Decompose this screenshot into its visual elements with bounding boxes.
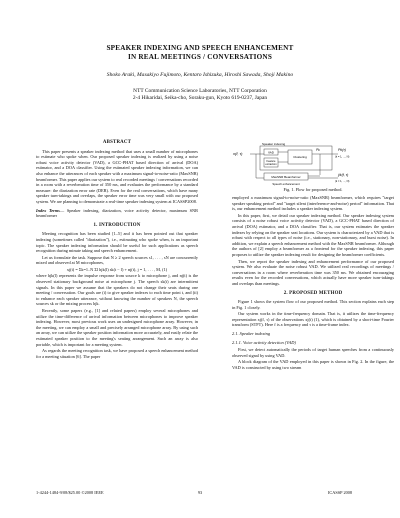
section-2-1-heading: 2.1. Speaker indexing	[232, 331, 271, 337]
page-number: 93	[197, 490, 203, 495]
affiliation-line-1: NTT Communication Science Laboratories, NTT Corporation	[133, 88, 267, 94]
left-column	[36, 140, 198, 360]
figure-1-flow-diagram	[232, 142, 352, 187]
abstract-heading: ABSTRACT	[102, 140, 132, 145]
output-yk-sub: (k = 1, ..., N)	[335, 180, 350, 183]
output-pk-label: Pk(τ)	[338, 148, 346, 152]
right-paragraph-4: Figure 1 shows the system flow of our proposed method. This section explains each step in Fig. 1 closely.	[232, 299, 394, 310]
beamformer-label: MaxSNR Beamformer	[271, 174, 301, 179]
index-terms-label: Index Terms	[36, 207, 60, 213]
right-paragraph-7: A block diagram of the VAD employed in this paper is shown in Fig. 2. In the figure, the VAD is constructed by using two stream	[232, 359, 394, 371]
right-paragraph-6: First, we detect automatically the periods of target human speeches from a continuously observed signal by using VAD.	[232, 347, 394, 358]
output-yk-label: ŷk(f, τ)	[338, 173, 349, 177]
paper-title	[60, 44, 340, 62]
sec1-paragraph-5: As regards the meeting recognition task, we have proposed a speech enhancement method for a meeting situation [6]. The paper	[36, 348, 198, 359]
footer-copyright: 1-4244-1484-9/08/$25.00 ©2008 IEEE	[36, 490, 104, 495]
sec1-paragraph-3: where hjk(l) represents the impulse response from source k to microphone j, and nj(t) is the observed stationary background noise at microphone j. The speech sk(t) are intermittent signals. In this paper we assume that the speakers do not change their seats during one meeting / conversation. Our goals are (i) to give speaker indexes to each time point t, and (ii) to enhance each speaker utterance, without knowing the number of speakers N, the speech sources sk or the mixing process hjk.	[36, 273, 198, 307]
sec1-paragraph-4: Recently, some papers (e.g., [1] and related papers) employ several microphones and utilize the time-difference of arrival information between microphones to improve speaker indexing. However, most previous work uses an undesigned microphone array. However, in the meeting, we can employ a small and precisely arranged microphone array. By using such an array, we can utilize the speaker position information more accurately, and easily relate the estimated speaker position to the meeting's seating arrangement. Such an array is also portable, which is important for a meeting system.	[36, 308, 198, 347]
title-line-2: IN REAL MEETINGS / CONVERSATIONS	[127, 53, 273, 61]
affiliation	[40, 88, 360, 102]
feature-label-1: Feature	[266, 160, 276, 163]
section-2-heading: 2. PROPOSED METHOD	[283, 290, 343, 296]
section-2-1-1-heading: 2.1.1. Voice activity detection (VAD)	[232, 339, 296, 345]
index-terms-text: — Speaker indexing, diarization, voice activity detector, maximum SNR beamformer	[36, 207, 198, 219]
sec1-paragraph-2: Let us formulate the task. Suppose that N ≥ 2 speech sources s1, . . . , sN are concurrently mixed and observed at M microphones,	[36, 254, 198, 266]
index-terms	[36, 208, 198, 219]
right-paragraph-1: employed a maximum signal-to-noise-ratio (MaxSNR) beamformer, which requires "target speaker speaking period" and "target silent (interference-and-noise) period" information. That is, our enhancement method includes a speaker indexing system.	[232, 195, 394, 212]
abstract-text: This paper presents a speaker indexing method that uses a small number of microphones to estimate who spoke when. Our proposed speaker indexing is realized by using a noise robust voice activity detector (VAD), a GCC-PHAT based direction of arrival (DOA) estimator, and a DOA classifier. Using the estimated speaker indexing information, we can also enhance the utterances of each speaker with a maximum signal-to-noise-ratio (MaxSNR) beamformer. This paper applies our system to real recorded meetings / conversations recorded in a room with a reverberation time of 350 ms, and evaluates the performance by a standard measure: the diarization error rate (DER). Even for the real conversations, which have many speaker turn-takings and overlaps, the speaker error time was very small with our proposed system. We are planning to demonstrate a real-time speaker indexing system at ICASSP2008.	[36, 148, 198, 204]
speech-enhancement-label: Speech enhancement	[272, 182, 300, 186]
right-paragraph-3: Then, we report the speaker indexing and enhancement performance of our proposed system. We also evaluate the noise robust VAD. We utilized real recordings of meetings / conversations in a room where reverberation time was 350 ms. We obtained encouraging results even for the recorded conversations, which actually have more speaker turn-takings and overlaps than meetings.	[232, 258, 394, 286]
affiliation-line-2: 2-4 Hikaridai, Seika-cho, Soraku-gun, Kyoto 619-0237, Japan	[132, 95, 268, 101]
pk-label: Pk	[316, 148, 320, 152]
footer-conference: ICASSP 2008	[328, 490, 353, 495]
output-pk-sub: (k = 1, ..., N)	[335, 155, 350, 159]
sec1-paragraph-1: Meeting recognition has been studied [1–5] and it has been pointed out that speaker indexing (sometimes called "diarization"), i.e., estimating who spoke when, is an important topic. The speaker indexing information should be useful for such applications as speech recognition during minute taking and speech enhancement.	[36, 231, 198, 254]
equation-1: xj(t) = Σk=1..N Σl hjk(l) sk(t − l) + nj(t), j = 1, . . . , M, (1)	[66, 266, 168, 272]
right-paragraph-5: Our system works in the time-frequency domain. That is, it utilizes the time-frequency representation xj(f, τ) of the observations xj(t) (1), which is obtained by a short-time Fourier transform (STFT). Here f is a frequency and τ is a time-frame index.	[232, 311, 394, 328]
authors: Shoko Araki, Masakiyo Fujimoto, Kentaro Ishizuka, Hiroshi Sawada, Shoji Makino	[106, 72, 294, 78]
feature-label-2: extraction	[265, 163, 277, 167]
vad-label: VAD	[268, 150, 274, 155]
speaker-indexing-label: Speaker indexing	[262, 142, 286, 146]
figure-1-caption: Fig. 1. Flow for proposed method.	[283, 187, 343, 192]
section-1-heading: 1. INTRODUCTION	[93, 222, 141, 228]
input-signal-label: x(f, τ)	[233, 151, 243, 156]
title-line-1: SPEAKER INDEXING AND SPEECH ENHANCEMENT	[106, 44, 294, 52]
right-paragraph-2: In this paper, first, we detail our speaker indexing method. Our speaker indexing system consists of a noise robust voice activity detector (VAD), a GCC-PHAT based direction of arrival (DOA) estimator, and a DOA classifier. That is, our system estimates the speaker indexes by relying on the speaker seat locations. Our system is characterized by a VAD that is robust with respect to all types of noise (i.e., stationary, non-stationary, and burst noise). In addition, we explain a speech enhancement method with the MaxSNR beamformer. Although the authors of [2] employ a beamformer as a frontend for the speaker indexing, this paper proposes to utilize the speaker indexing result for designing the beamformer coefficients.	[232, 212, 394, 257]
clustering-label: Clustering	[293, 155, 307, 159]
right-column	[232, 195, 394, 372]
